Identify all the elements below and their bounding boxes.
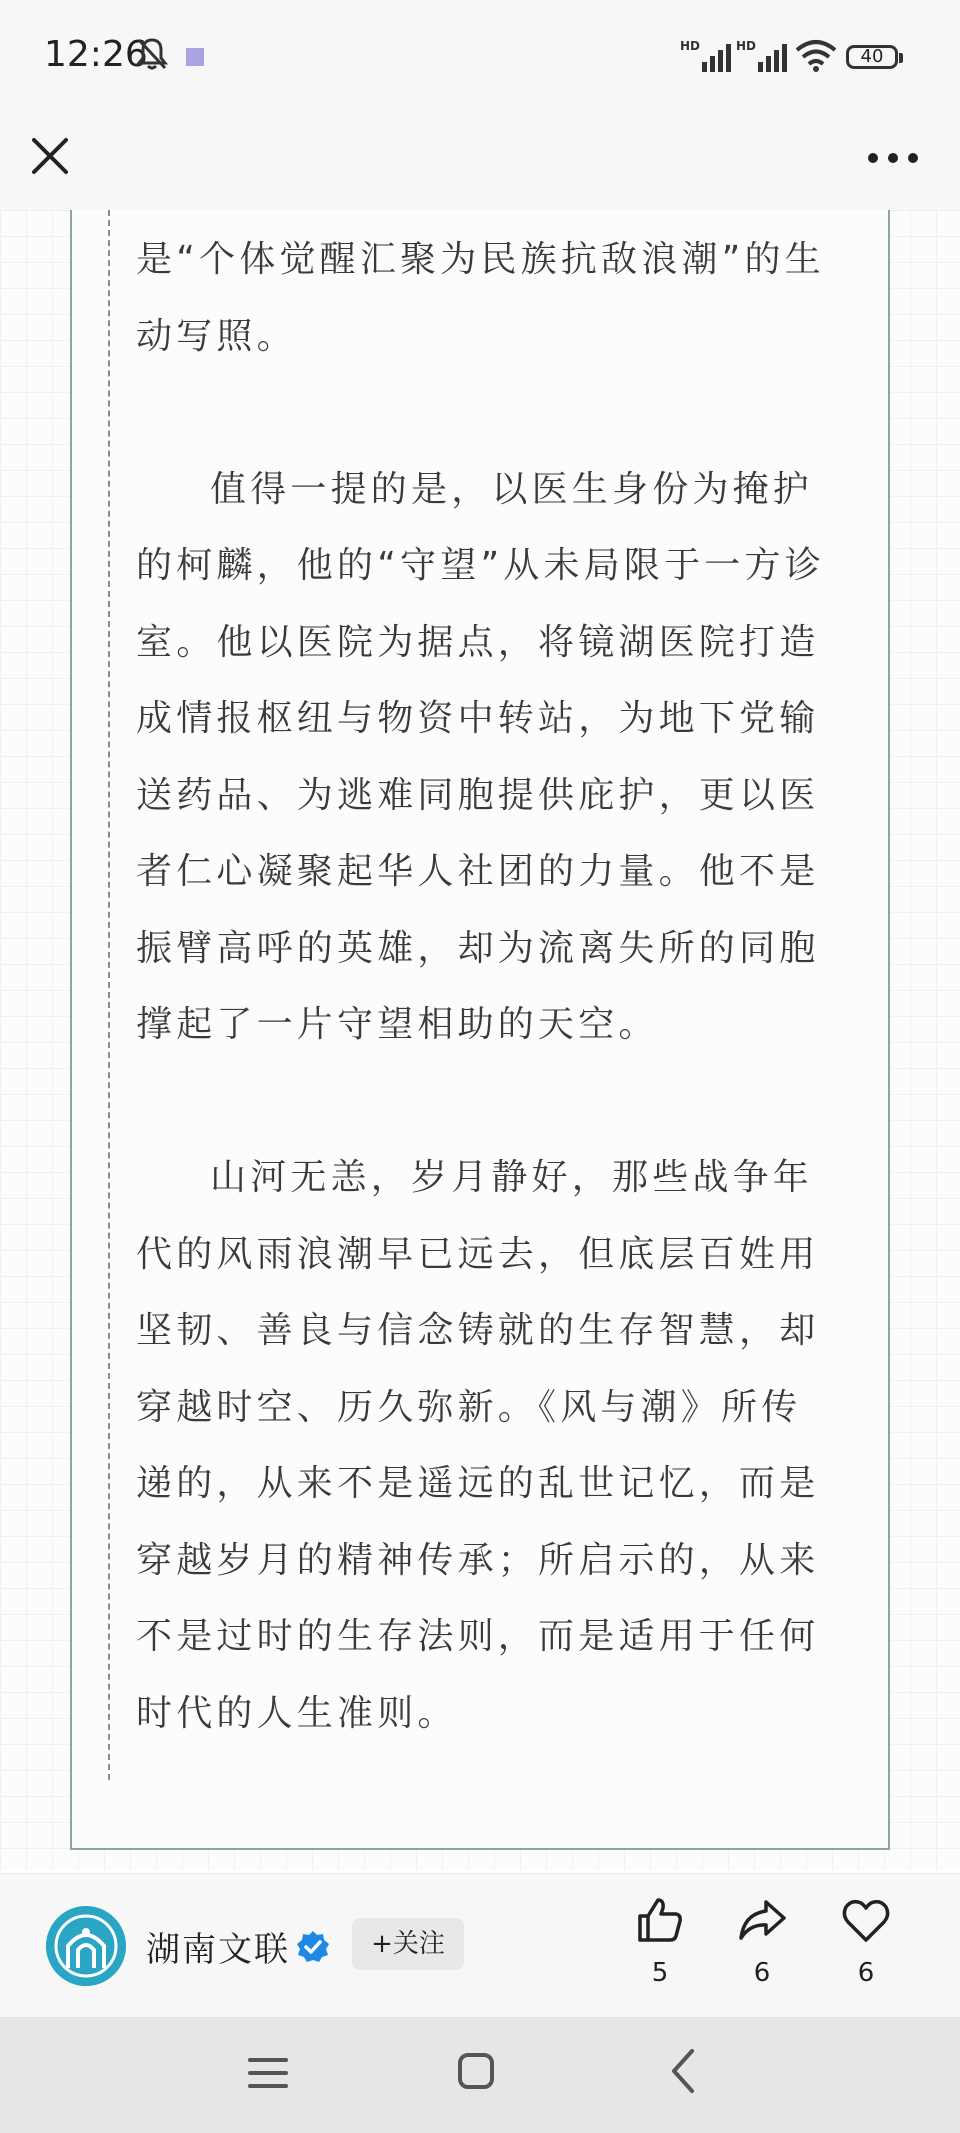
top-bar <box>0 110 960 211</box>
status-time: 12:26 <box>44 34 148 75</box>
article-body <box>136 222 856 1752</box>
author-name[interactable]: 湖南文联 <box>146 1930 290 1970</box>
share-icon <box>736 1894 788 1946</box>
article-line: 成情报枢纽与物资中转站，为地下党输 <box>136 698 820 739</box>
author-bar <box>0 1873 960 2018</box>
article-line: 山河无恙，岁月静好，那些战争年 <box>210 1157 814 1198</box>
article-line: 不是过时的生存法则，而是适用于任何 <box>136 1616 820 1657</box>
article-line: 时代的人生准则。 <box>136 1692 458 1734</box>
thumbs-up-icon <box>634 1894 686 1946</box>
article-line: 穿越岁月的精神传承；所启示的，从来 <box>136 1539 820 1581</box>
notifications-muted-icon <box>134 36 170 72</box>
svg-text:HD: HD <box>680 39 701 53</box>
article-line: 动写照。 <box>136 315 297 357</box>
more-options-icon[interactable] <box>866 134 920 182</box>
article-line: 撑起了一片守望相助的天空。 <box>136 1004 659 1045</box>
wifi-icon <box>794 38 838 72</box>
article-line: 是“个体觉醒汇聚为民族抗敌浪潮”的生 <box>136 239 825 280</box>
avatar[interactable] <box>46 1906 126 1986</box>
paragraph-gap <box>136 375 856 452</box>
favorite-count: 6 <box>857 1958 875 1988</box>
paragraph-gap <box>136 1064 856 1141</box>
follow-button[interactable]: +关注 <box>352 1918 464 1970</box>
back-icon[interactable] <box>668 2047 698 2095</box>
article-line: 值得一提的是，以医生身份为掩护 <box>210 468 814 510</box>
article-line: 代的风雨浪潮早已远去，但底层百姓用 <box>136 1233 820 1275</box>
like-button[interactable] <box>620 1894 700 1988</box>
system-nav-bar <box>0 2017 960 2133</box>
heart-icon <box>840 1894 892 1946</box>
like-count: 5 <box>651 1958 669 1988</box>
verified-badge-icon <box>296 1930 330 1964</box>
app-notification-icon <box>186 48 204 66</box>
favorite-button[interactable] <box>826 1894 906 1988</box>
signal-icon <box>736 38 796 74</box>
share-button[interactable] <box>722 1894 802 1988</box>
article-line: 穿越时空、历久弥新。《风与潮》所传 <box>136 1386 802 1428</box>
article-line: 振臂高呼的英雄，却为流离失所的同胞 <box>136 927 820 969</box>
article-line: 坚韧、善良与信念铸就的生存智慧，却 <box>136 1310 820 1351</box>
share-count: 6 <box>753 1958 771 1988</box>
close-icon[interactable] <box>26 132 74 180</box>
article-line: 送药品、为逃难同胞提供庇护，更以医 <box>136 774 820 816</box>
battery-icon: 40 <box>846 45 898 69</box>
article-dashed-rule <box>108 210 110 1780</box>
svg-text:HD: HD <box>736 39 757 53</box>
article-line: 室。他以医院为据点，将镜湖医院打造 <box>136 621 820 663</box>
status-bar <box>0 0 960 110</box>
article-line: 的柯麟，他的“守望”从未局限于一方诊 <box>136 545 825 586</box>
menu-icon[interactable] <box>248 2055 288 2091</box>
article-line: 者仁心凝聚起华人社团的力量。他不是 <box>136 851 820 892</box>
article-line: 递的，从来不是遥远的乱世记忆，而是 <box>136 1463 820 1504</box>
home-icon[interactable] <box>456 2051 496 2091</box>
signal-icon <box>680 38 740 74</box>
